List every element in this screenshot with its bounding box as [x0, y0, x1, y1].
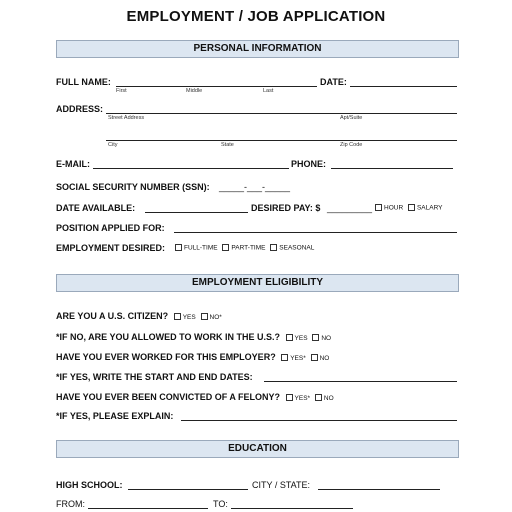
high-school-field[interactable] — [128, 489, 248, 490]
phone-label: PHONE: — [291, 159, 327, 169]
pay-type-options — [372, 204, 443, 212]
city-caption: City — [108, 142, 118, 148]
section-personal-information: PERSONAL INFORMATION — [56, 40, 459, 58]
desired-pay-label: DESIRED PAY: $ — [251, 203, 321, 213]
start-end-dates-field[interactable] — [264, 381, 457, 382]
address-label: ADDRESS: — [56, 104, 104, 114]
to-label: TO: — [213, 499, 228, 509]
us-citizen-question-text: ARE YOU A U.S. CITIZEN? — [56, 311, 169, 321]
worked-for-employer-question — [56, 352, 329, 362]
allowed-to-work-no-label: NO — [321, 335, 332, 342]
position-applied-label: POSITION APPLIED FOR: — [56, 223, 165, 233]
part-time-option-label: PART-TIME — [231, 244, 266, 252]
allowed-to-work-yes-checkbox[interactable] — [286, 334, 293, 341]
high-school-label: HIGH SCHOOL: — [56, 480, 123, 490]
us-citizen-yes-label: YES — [182, 314, 196, 321]
hour-checkbox[interactable] — [375, 204, 382, 211]
email-field[interactable] — [93, 168, 289, 169]
felony-yes-checkbox[interactable] — [286, 394, 293, 401]
to-field[interactable] — [231, 508, 353, 509]
allowed-to-work-question — [56, 332, 331, 342]
last-name-caption: Last — [263, 88, 274, 94]
first-name-caption: First — [116, 88, 127, 94]
date-label: DATE: — [320, 77, 347, 87]
full-time-option-label: FULL-TIME — [184, 244, 218, 252]
allowed-to-work-question-text: *IF NO, ARE YOU ALLOWED TO WORK IN THE U.S.? — [56, 332, 281, 342]
worked-for-employer-no-label: NO — [319, 355, 330, 362]
us-citizen-question — [56, 311, 222, 321]
worked-for-employer-question-text: HAVE YOU EVER WORKED FOR THIS EMPLOYER? — [56, 352, 276, 362]
section-employment-eligibility: EMPLOYMENT ELIGIBILITY — [56, 274, 459, 292]
education-city-state-label: CITY / STATE: — [252, 480, 311, 490]
email-label: E-MAIL: — [56, 159, 90, 169]
from-label: FROM: — [56, 499, 85, 509]
felony-explain-field[interactable] — [181, 420, 457, 421]
section-education: EDUCATION — [56, 440, 459, 458]
allowed-to-work-no-checkbox[interactable] — [312, 334, 319, 341]
employment-type-options — [172, 244, 314, 252]
street-address-field[interactable] — [106, 113, 457, 114]
date-field[interactable] — [350, 86, 457, 87]
part-time-checkbox[interactable] — [222, 244, 229, 251]
worked-for-employer-yes-label: YES* — [290, 355, 306, 362]
us-citizen-no-label: NO* — [209, 314, 222, 321]
start-end-dates-label: *IF YES, WRITE THE START AND END DATES: — [56, 372, 253, 382]
seasonal-option-label: SEASONAL — [279, 244, 315, 252]
felony-yes-label: YES* — [294, 395, 311, 402]
seasonal-checkbox[interactable] — [270, 244, 277, 251]
state-caption: State — [221, 142, 234, 148]
full-name-field[interactable] — [116, 86, 317, 87]
zip-code-caption: Zip Code — [340, 142, 363, 148]
felony-question — [56, 392, 334, 402]
from-field[interactable] — [88, 508, 208, 509]
full-name-label: FULL NAME: — [56, 77, 111, 87]
ssn-label: SOCIAL SECURITY NUMBER (SSN): — [56, 182, 210, 192]
employment-desired-label: EMPLOYMENT DESIRED: — [56, 243, 166, 253]
date-available-label: DATE AVAILABLE: — [56, 203, 136, 213]
worked-for-employer-no-checkbox[interactable] — [311, 354, 318, 361]
worked-for-employer-yes-checkbox[interactable] — [281, 354, 288, 361]
ssn-field[interactable]: _____-___-_____ — [219, 182, 291, 192]
hour-option-label: HOUR — [384, 204, 404, 212]
street-address-caption: Street Address — [108, 115, 145, 121]
allowed-to-work-yes-label: YES — [294, 335, 308, 342]
felony-no-label: NO — [323, 395, 334, 402]
date-available-field[interactable] — [145, 212, 248, 213]
position-applied-field[interactable] — [174, 232, 457, 233]
felony-question-text: HAVE YOU EVER BEEN CONVICTED OF A FELONY? — [56, 392, 281, 402]
us-citizen-no-checkbox[interactable] — [201, 313, 208, 320]
full-time-checkbox[interactable] — [175, 244, 182, 251]
education-city-state-field[interactable] — [318, 489, 440, 490]
salary-option-label: SALARY — [416, 204, 443, 212]
us-citizen-yes-checkbox[interactable] — [174, 313, 181, 320]
city-state-zip-field[interactable] — [106, 140, 457, 141]
middle-name-caption: Middle — [186, 88, 203, 94]
felony-no-checkbox[interactable] — [315, 394, 322, 401]
apt-suite-caption: Apt/Suite — [340, 115, 363, 121]
form-title: EMPLOYMENT / JOB APPLICATION — [126, 8, 386, 25]
desired-pay-field[interactable]: _________ — [327, 203, 373, 213]
phone-field[interactable] — [331, 168, 453, 169]
salary-checkbox[interactable] — [408, 204, 415, 211]
felony-explain-label: *IF YES, PLEASE EXPLAIN: — [56, 411, 174, 421]
